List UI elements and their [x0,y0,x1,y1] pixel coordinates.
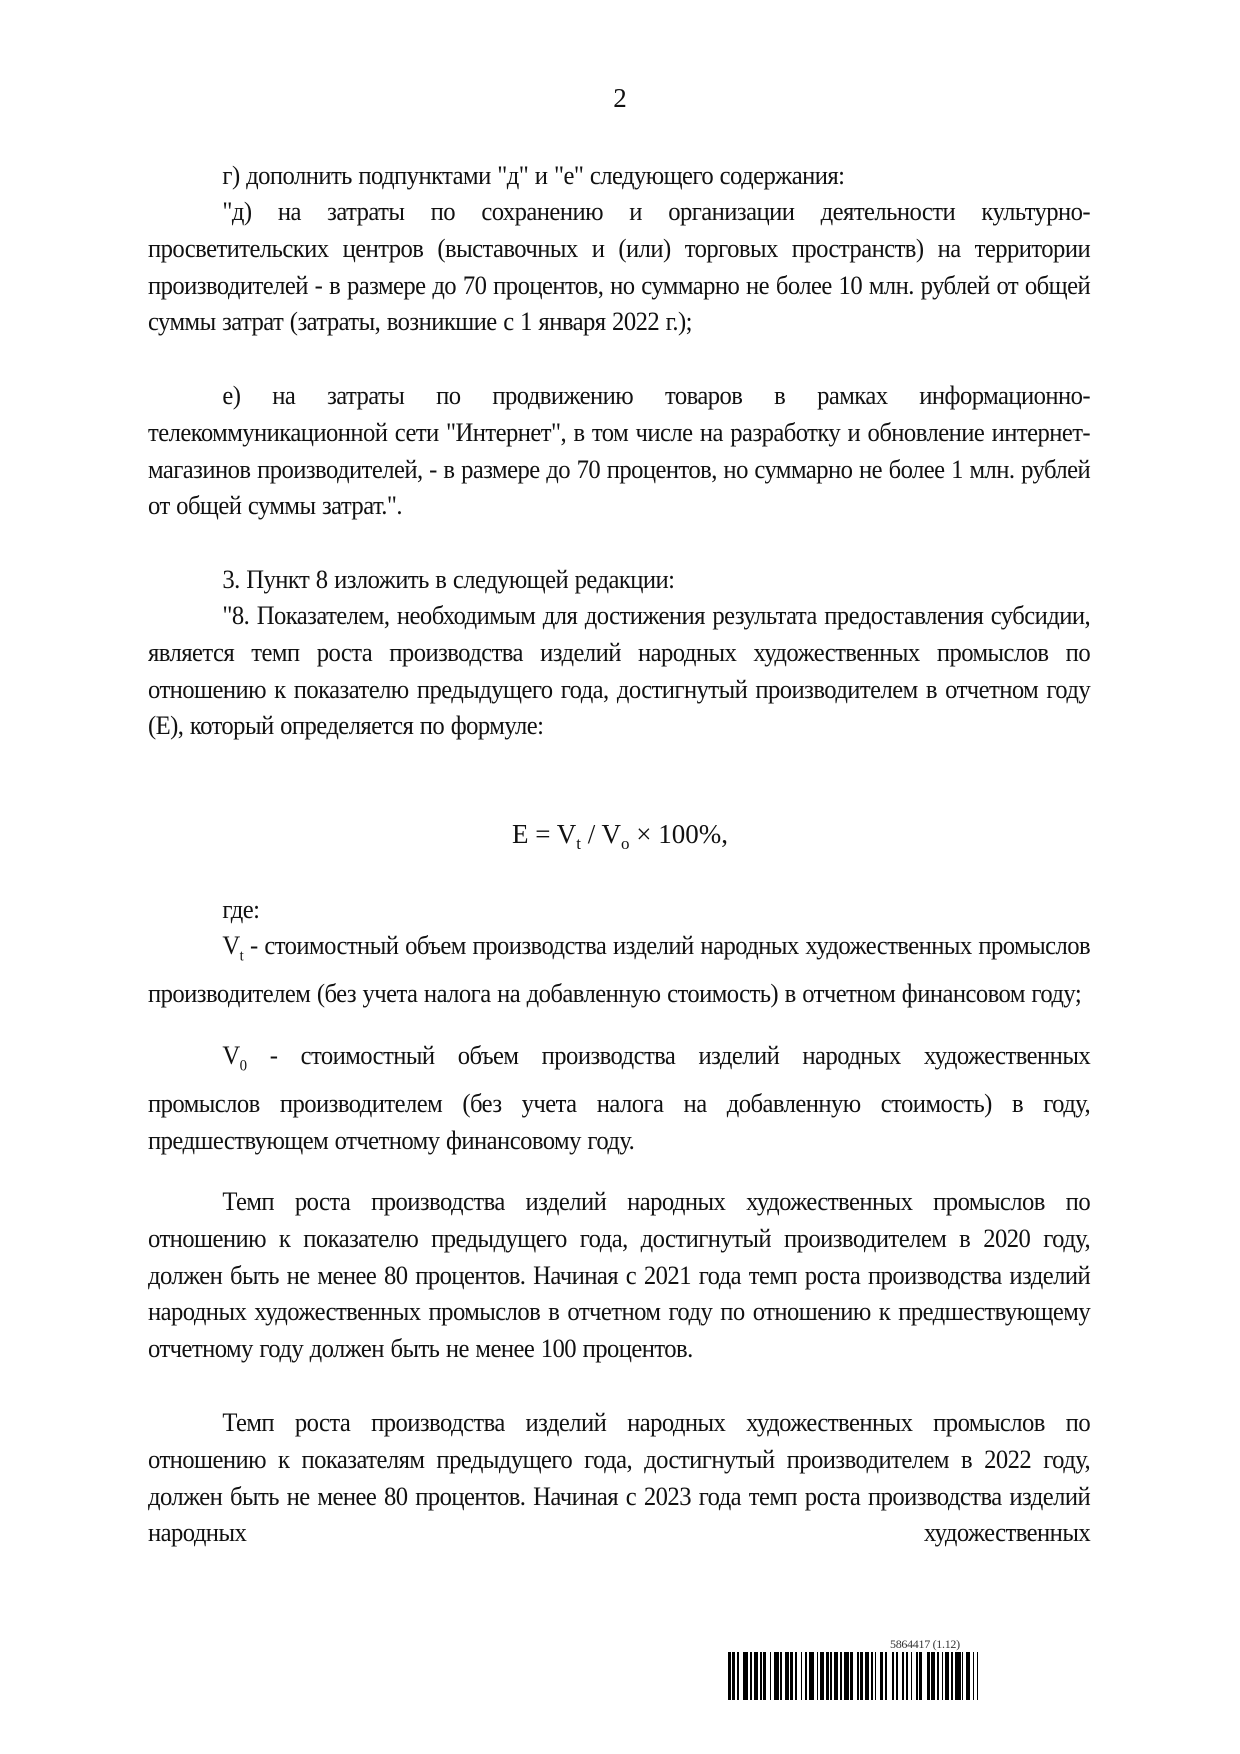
paragraph-item-8: "8. Показателем, необходимым для достижения результата предоставления субсидии, является темп роста производства изделий народных художественных промыслов по отношению к показателю предыдущего года, достигнутый производителем в отчетном году (E), который определяется по формуле: [148,600,1091,741]
formula [0,816,1240,862]
paragraph-item-3: 3. Пункт 8 изложить в следующей редакции: [222,564,675,594]
paragraph-d-item: "д) на затраты по сохранению и организации деятельности культурно-просветительских центров (выставочных и (или) торговых пространств) на территории производителей - в размере до 70 процентов, но суммарно не более 10 млн. рублей от общей суммы затрат (затраты, возникшие с 1 января 2022 г.); [148,196,1091,337]
paragraph-vo-definition [148,1037,1090,1159]
formula-rhs: × 100%, [629,819,728,849]
formula-lhs: E = V [512,819,577,849]
vt-subscript: t [239,947,244,965]
vo-subscript: 0 [239,1057,247,1075]
formula-sub-t: t [576,834,581,853]
vo-text: - стоимостный объем производства изделий народных художественных промыслов производителем (без учета налога на добавленную стоимость) в году, предшествующем отчетному финансовому году. [148,1040,1091,1155]
paragraph-vt-definition [148,927,1090,1012]
barcode [728,1652,1143,1700]
vo-symbol: V [222,1040,240,1070]
page-number: 2 [613,83,627,113]
paragraph-where: где: [222,894,260,924]
paragraph-rate-2020: Темп роста производства изделий народных художественных промыслов по отношению к показателю предыдущего года, достигнутый производителем в 2020 году, должен быть не менее 80 процентов. Начиная с 2021 года темп роста производства изделий народных художественных промыслов в отчетном году по отношению к предшествующему отчетному году должен быть не менее 100 процентов. [148,1186,1091,1364]
barcode-label: 5864417 (1.12) [890,1637,960,1651]
formula-mid: / V [580,819,621,849]
paragraph-g-intro: г) дополнить подпунктами "д" и "е" следующего содержания: [222,160,845,190]
formula-sub-o: o [621,834,630,853]
vt-text: - стоимостный объем производства изделий народных художественных промыслов производителем (без учета налога на добавленную стоимость) в отчетном финансовом году; [148,930,1091,1009]
vt-symbol: V [222,930,240,960]
paragraph-e-item: е) на затраты по продвижению товаров в рамках информационно-телекоммуникационной сети "Интернет", в том числе на разработку и обновление интернет-магазинов производителей, - в размере до 70 процентов, но суммарно не более 1 млн. рублей от общей суммы затрат.". [148,380,1091,521]
paragraph-rate-2022: Темп роста производства изделий народных художественных промыслов по отношению к показателям предыдущего года, достигнутый производителем в 2022 году, должен быть не менее 80 процентов. Начиная с 2023 года темп роста производства изделий народных художественных [148,1407,1091,1548]
